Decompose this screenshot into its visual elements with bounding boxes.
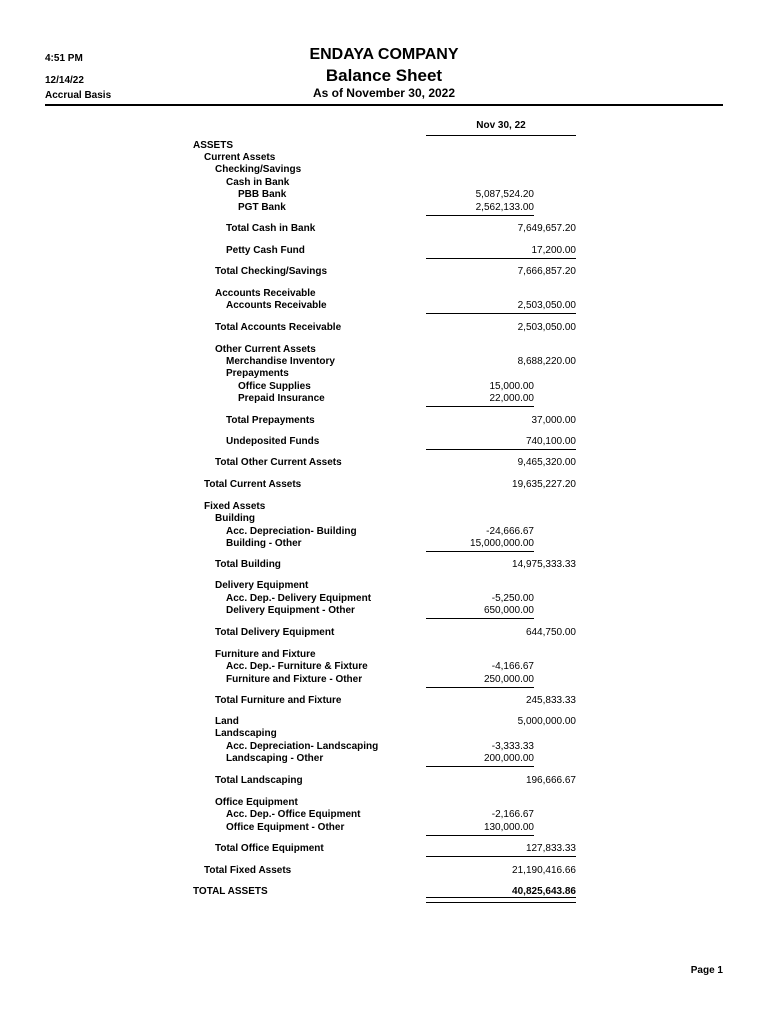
balance-row xyxy=(0,661,768,675)
row-amount-total: 7,649,657.20 xyxy=(517,223,576,234)
balance-row xyxy=(0,189,768,203)
balance-row xyxy=(0,538,768,552)
report-time: 4:51 PM xyxy=(45,53,83,64)
row-amount-total: 21,190,416.66 xyxy=(512,865,576,876)
row-label: Landscaping xyxy=(215,728,277,739)
balance-row xyxy=(0,627,768,641)
row-amount-detail: 5,087,524.20 xyxy=(475,189,534,200)
report-date: 12/14/22 xyxy=(45,75,84,86)
row-amount-total: 245,833.33 xyxy=(525,695,576,706)
subtotal-rule xyxy=(426,406,534,407)
balance-row xyxy=(0,605,768,619)
row-label: Current Assets xyxy=(204,152,276,163)
row-amount-total: 7,666,857.20 xyxy=(517,266,576,277)
balance-row xyxy=(0,559,768,573)
header-divider xyxy=(45,104,723,106)
row-label: PGT Bank xyxy=(238,202,286,213)
row-amount-total: 37,000.00 xyxy=(531,415,576,426)
balance-row xyxy=(0,300,768,314)
balance-row xyxy=(0,674,768,688)
row-amount-total: 2,503,050.00 xyxy=(517,322,576,333)
balance-row xyxy=(0,457,768,471)
row-label: Furniture and Fixture - Other xyxy=(226,674,363,685)
row-label: Acc. Dep.- Furniture & Fixture xyxy=(226,661,368,672)
balance-row xyxy=(0,393,768,407)
balance-row xyxy=(0,865,768,879)
row-amount-total: 196,666.67 xyxy=(525,775,576,786)
report-basis: Accrual Basis xyxy=(45,90,112,101)
row-amount-total: 17,200.00 xyxy=(531,245,576,256)
row-label: Other Current Assets xyxy=(215,344,316,355)
total-rule xyxy=(426,449,576,450)
row-label: Building xyxy=(215,513,255,524)
report-as-of: As of November 30, 2022 xyxy=(312,86,456,100)
row-amount-detail: 200,000.00 xyxy=(483,753,534,764)
row-amount-detail: 15,000.00 xyxy=(489,381,534,392)
row-label: Undeposited Funds xyxy=(226,436,320,447)
row-label: Total Other Current Assets xyxy=(215,457,342,468)
row-amount-total: 644,750.00 xyxy=(525,627,576,638)
balance-row xyxy=(0,415,768,429)
row-label: Total Prepayments xyxy=(226,415,315,426)
row-label: Building - Other xyxy=(226,538,302,549)
page-number: Page 1 xyxy=(690,965,723,976)
balance-row xyxy=(0,479,768,493)
balance-row xyxy=(0,223,768,237)
row-label: Prepayments xyxy=(226,368,289,379)
row-label: Acc. Depreciation- Building xyxy=(226,526,357,537)
row-amount-detail: -3,333.33 xyxy=(491,741,534,752)
row-label: Total Fixed Assets xyxy=(204,865,292,876)
balance-row xyxy=(0,513,768,527)
row-label: Accounts Receivable xyxy=(215,288,316,299)
row-label: Checking/Savings xyxy=(215,164,302,175)
balance-row xyxy=(0,809,768,823)
row-label: Total Cash in Bank xyxy=(226,223,316,234)
column-header: Nov 30, 22 xyxy=(476,120,526,131)
balance-row xyxy=(0,245,768,259)
total-rule xyxy=(426,856,576,857)
row-amount-detail: 22,000.00 xyxy=(489,393,534,404)
row-label: Cash in Bank xyxy=(226,177,290,188)
row-amount-total: 19,635,227.20 xyxy=(512,479,576,490)
row-label: Total Checking/Savings xyxy=(215,266,328,277)
row-label: Total Accounts Receivable xyxy=(215,322,342,333)
balance-row xyxy=(0,164,768,178)
row-label: Office Equipment xyxy=(215,797,298,808)
balance-row xyxy=(0,322,768,336)
row-label: Land xyxy=(215,716,239,727)
row-label: Office Supplies xyxy=(238,381,311,392)
row-label: Total Landscaping xyxy=(215,775,303,786)
row-amount-total: 40,825,643.86 xyxy=(512,886,576,897)
row-label: Merchandise Inventory xyxy=(226,356,335,367)
row-amount-detail: 130,000.00 xyxy=(483,822,534,833)
row-amount-total: 5,000,000.00 xyxy=(517,716,576,727)
column-header-underline xyxy=(426,135,576,136)
row-label: Landscaping - Other xyxy=(226,753,324,764)
total-rule xyxy=(426,313,576,314)
row-label: Delivery Equipment xyxy=(215,580,309,591)
row-amount-total: 9,465,320.00 xyxy=(517,457,576,468)
subtotal-rule xyxy=(426,551,534,552)
row-label: Delivery Equipment - Other xyxy=(226,605,355,616)
row-amount-detail: 250,000.00 xyxy=(483,674,534,685)
balance-row xyxy=(0,580,768,594)
row-amount-detail: -24,666.67 xyxy=(486,526,534,537)
row-label: Acc. Depreciation- Landscaping xyxy=(226,741,379,752)
row-label: PBB Bank xyxy=(238,189,287,200)
subtotal-rule xyxy=(426,766,534,767)
row-label: Office Equipment - Other xyxy=(226,822,345,833)
subtotal-rule xyxy=(426,215,534,216)
row-amount-total: 14,975,333.33 xyxy=(512,559,576,570)
subtotal-rule xyxy=(426,618,534,619)
row-label: Total Office Equipment xyxy=(215,843,324,854)
row-label: Total Building xyxy=(215,559,281,570)
subtotal-rule xyxy=(426,687,534,688)
row-amount-detail: -5,250.00 xyxy=(491,593,534,604)
row-amount-total: 740,100.00 xyxy=(525,436,576,447)
row-amount-total: 8,688,220.00 xyxy=(517,356,576,367)
row-amount-total: 127,833.33 xyxy=(525,843,576,854)
balance-row xyxy=(0,843,768,857)
balance-row xyxy=(0,266,768,280)
row-label: Total Current Assets xyxy=(204,479,302,490)
balance-row xyxy=(0,368,768,382)
row-amount-total: 2,503,050.00 xyxy=(517,300,576,311)
row-label: Furniture and Fixture xyxy=(215,649,316,660)
balance-row xyxy=(0,822,768,836)
row-label: Acc. Dep.- Delivery Equipment xyxy=(226,593,372,604)
row-label: Fixed Assets xyxy=(204,501,266,512)
row-label: Total Delivery Equipment xyxy=(215,627,335,638)
total-rule xyxy=(426,258,576,259)
row-amount-detail: 650,000.00 xyxy=(483,605,534,616)
row-amount-detail: 15,000,000.00 xyxy=(470,538,534,549)
company-name: ENDAYA COMPANY xyxy=(309,46,459,63)
row-amount-detail: -2,166.67 xyxy=(491,809,534,820)
balance-row xyxy=(0,886,768,900)
balance-row xyxy=(0,728,768,742)
subtotal-rule xyxy=(426,835,534,836)
row-label: TOTAL ASSETS xyxy=(193,886,268,897)
balance-row xyxy=(0,436,768,450)
row-label: Acc. Dep.- Office Equipment xyxy=(226,809,361,820)
row-amount-detail: -4,166.67 xyxy=(491,661,534,672)
row-label: Petty Cash Fund xyxy=(226,245,305,256)
balance-row xyxy=(0,775,768,789)
row-label: ASSETS xyxy=(193,140,234,151)
balance-row xyxy=(0,202,768,216)
balance-row xyxy=(0,753,768,767)
row-label: Total Furniture and Fixture xyxy=(215,695,342,706)
row-amount-detail: 2,562,133.00 xyxy=(475,202,534,213)
grand-total-double-rule xyxy=(426,897,576,903)
report-title: Balance Sheet xyxy=(325,66,443,85)
row-label: Prepaid Insurance xyxy=(238,393,325,404)
row-label: Accounts Receivable xyxy=(226,300,327,311)
balance-row xyxy=(0,695,768,709)
